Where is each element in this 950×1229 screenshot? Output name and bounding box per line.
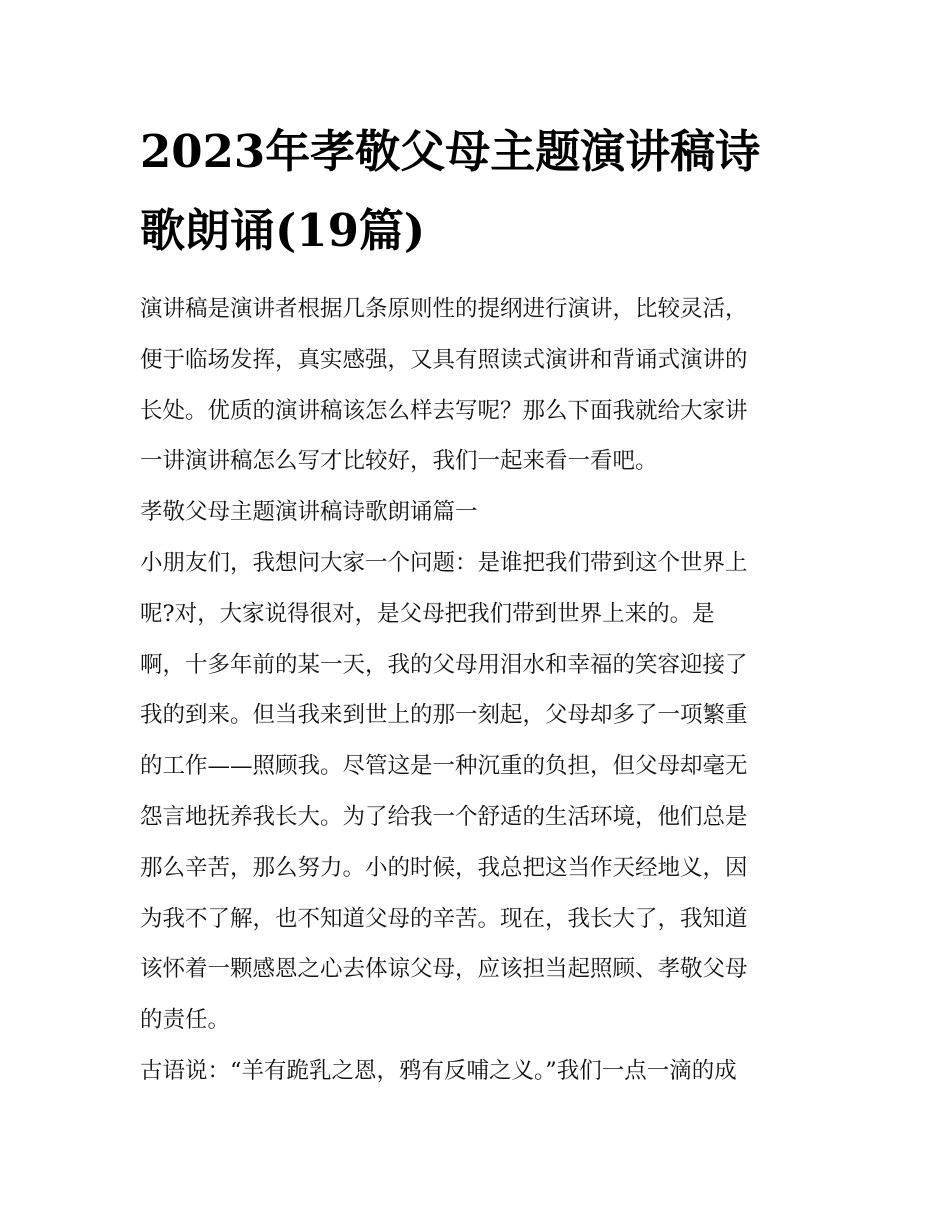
section-heading: 孝敬父母主题演讲稿诗歌朗诵篇一 <box>140 499 478 526</box>
document-title: 2023年孝敬父母主题演讲稿诗 歌朗诵(19篇) <box>140 125 761 257</box>
document-body <box>140 112 816 1097</box>
intro-paragraph: 演讲稿是演讲者根据几条原则性的提纲进行演讲，比较灵活， 便于临场发挥，真实感强，又具有照读式演讲和背诵式演讲的 长处。优质的演讲稿该怎么样去写呢？那么下面我就给大家讲 一讲演讲稿怎么写才比较好，我们一起来看一看吧。 <box>140 296 748 475</box>
body-paragraph: 古语说：“羊有跪乳之恩，鸦有反哺之义。”我们一点一滴的成 <box>140 1057 737 1084</box>
body-paragraph: 小朋友们，我想问大家一个问题：是谁把我们带到这个世界上 呢?对，大家说得很对，是父母把我们带到世界上来的。是 啊，十多年前的某一天，我的父母用泪水和幸福的笑容迎接了 我的到来。但当我来到世上的那一刻起，父母却多了一项繁重 的工作——照顾我。尽管这是一种沉重的负担，但父母却毫无 怨言地抚养我长大。为了给我一个舒适的生活环境，他们总是 那么辛苦，那么努力。小的时候，我总把这当作天经地义，因 为我不了解，也不知道父母的辛苦。现在，我长大了，我知道 该怀着一颗感恩之心去体谅父母，应该担当起照顾、孝敬父母 的责任。 <box>140 549 748 1034</box>
